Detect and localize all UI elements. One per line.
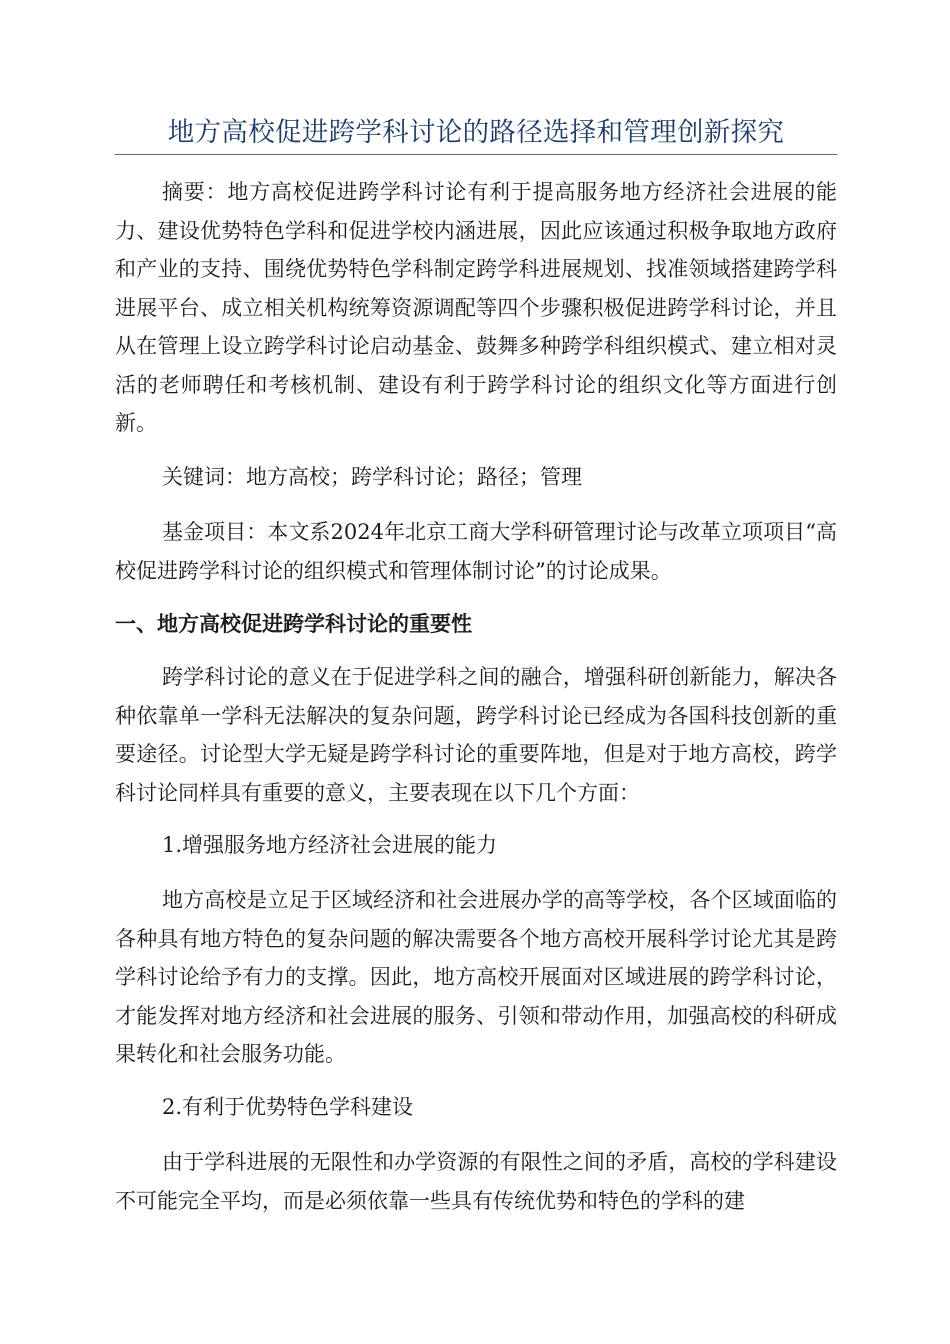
abstract-paragraph: 摘要：地方高校促进跨学科讨论有利于提高服务地方经济社会进展的能力、建设优势特色学科和促进学校内涵进展，因此应该通过积极争取地方政府和产业的支持、围绕优势特色学科制定跨学科进展规划、找准领域搭建跨学科进展平台、成立相关机构统筹资源调配等四个步骤积极促进跨学科讨论，并且从在管理上设立跨学科讨论启动基金、鼓舞多种跨学科组织模式、建立相对灵活的老师聘任和考核机制、建设有利于跨学科讨论的组织文化等方面进行创新。	[115, 180, 837, 435]
keywords-paragraph: 关键词：地方高校；跨学科讨论；路径；管理	[162, 465, 582, 489]
document-title: 地方高校促进跨学科讨论的路径选择和管理创新探究	[167, 117, 785, 148]
subsection-heading-2: 2.有利于优势特色学科建设	[162, 1095, 414, 1119]
section-heading: 一、地方高校促进跨学科讨论的重要性	[115, 612, 472, 636]
subsection-2-paragraph: 由于学科进展的无限性和办学资源的有限性之间的矛盾，高校的学科建设不可能完全平均，而是必须依靠一些具有传统优势和特色的学科的建	[115, 1150, 837, 1213]
subsection-1-paragraph: 地方高校是立足于区域经济和社会进展办学的高等学校，各个区域面临的各种具有地方特色的复杂问题的解决需要各个地方高校开展科学讨论尤其是跨学科讨论给予有力的支撑。因此，地方高校开展面对区域进展的跨学科讨论，才能发挥对地方经济和社会进展的服务、引领和带动作用，加强高校的科研成果转化和社会服务功能。	[115, 888, 837, 1066]
fund-paragraph: 基金项目：本文系2024年北京工商大学科研管理讨论与改革立项项目“高校促进跨学科讨论的组织模式和管理体制讨论”的讨论成果。	[115, 520, 837, 583]
section-intro-paragraph: 跨学科讨论的意义在于促进学科之间的融合，增强科研创新能力，解决各种依靠单一学科无法解决的复杂问题，跨学科讨论已经成为各国科技创新的重要途径。讨论型大学无疑是跨学科讨论的重要阵地，但是对于地方高校，跨学科讨论同样具有重要的意义，主要表现在以下几个方面：	[115, 665, 837, 805]
subsection-heading-1: 1.增强服务地方经济社会进展的能力	[162, 833, 498, 857]
title-underline	[115, 154, 837, 155]
